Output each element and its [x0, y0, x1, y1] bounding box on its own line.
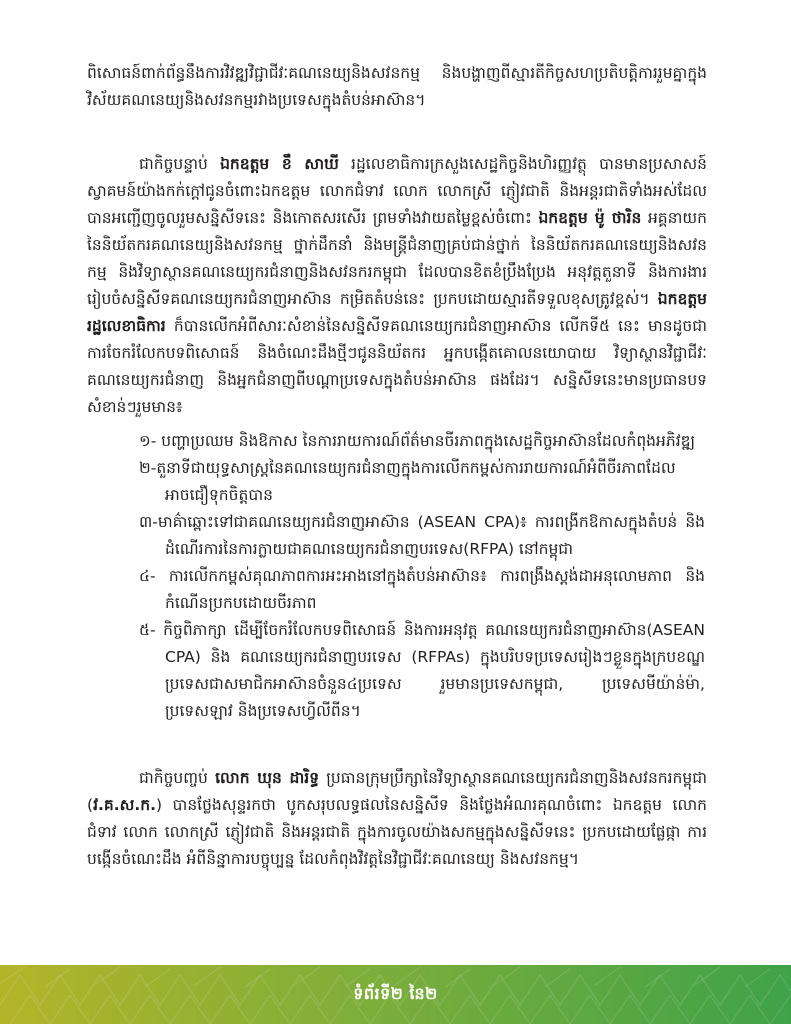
page-footer — [0, 965, 791, 1024]
list-item — [139, 428, 705, 455]
paragraph-welcome — [87, 151, 707, 421]
paragraph-closing-text-2: ប្រធានក្រុមប្រឹក្សានៃវិទ្យាស្ថានគណនេយ្យករជំនាញនិងសវនករកម្ពុជា ( — [87, 769, 707, 814]
list-item — [139, 509, 705, 563]
topic-3: ៣-មាគ៌ាឆ្ពោះទៅជាគណនេយ្យករជំនាញអាស៊ាន (ASEAN CPA)៖ ការពង្រីកឱកាសក្នុងតំបន់ និងដំណើរការនៃការក្លាយជាគណនេយ្យករជំនាញបរទេស(RFPA) នៅកម្ពុជា — [139, 513, 705, 558]
paragraph-closing-text-1: ជាកិច្ចបញ្ចប់ — [139, 769, 216, 787]
paragraph-welcome-text-2: រដ្ឋលេខាធិការក្រសួងសេដ្ឋកិច្ចនិងហិរញ្ញវត្ថុ បានមានប្រសាសន៍ស្វាគមន៍យ៉ាងកក់ក្តៅជូនចំពោះឯកឧត្តម លោកជំទាវ លោក លោកស្រី ភ្ញៀវជាតិ និងអន្តរជាតិទាំងអស់ដែលបានអញ្ជើញចូលរួមសន្និសីទនេះ និងកោតសរសើរ ព្រមទាំងវាយតម្លៃខ្ពស់ចំពោះ — [87, 155, 707, 227]
page-number: ទំព័រទី២ នៃ២ — [353, 984, 438, 1003]
paragraph-welcome-text-1: ជាកិច្ចបន្ទាប់ — [139, 155, 221, 173]
paragraph-closing — [87, 765, 707, 873]
topic-4: ៤- ការលើកកម្ពស់គុណភាពការអះអាងនៅក្នុងតំបន់អាស៊ាន៖ ការពង្រឹងស្តង់ដាអនុលោមភាព និងកំណើនប្រកបដោយចីរភាព — [139, 567, 705, 612]
honoree-name-director: ឯកឧត្តម ម៉ូ ថារិន — [538, 209, 642, 227]
topic-1: ១- បញ្ហាប្រឈម និងឱកាស នៃការរាយការណ៍ព័ត៌មានចីរភាពក្នុងសេដ្ឋកិច្ចអាស៊ានដែលកំពុងអភិវឌ្ឍ — [139, 432, 696, 450]
topic-5: ៥- កិច្ចពិភាក្សា ដើម្បីចែករំលែកបទពិសោធន៍ និងការអនុវត្ត គណនេយ្យករជំនាញអាស៊ាន(ASEAN CPA) និង គណនេយ្យករជំនាញបរទេស (RFPAs) ក្នុងបរិបទប្រទេសរៀងៗខ្លួនក្នុងក្របខណ្ឌប្រទេសជាសមាជិកអាស៊ានចំនួន៤ប្រទេស រួមមានប្រទេសកម្ពុជា, ប្រទេសមីយ៉ាន់ម៉ា, ប្រទេសឡាវ និងប្រទេសហ្វីលីពីន។ — [139, 621, 705, 720]
paragraph-welcome-text-4: ក៏បានលើកអំពីសារៈសំខាន់នៃសន្និសីទគណនេយ្យករជំនាញអាស៊ាន លើកទី៥ នេះ មានដូចជា ការចែករំលែកបទពិសោធន៍ និងចំណេះដឹងថ្មីៗជូននិយ័តករ អ្នកបង្កើតគោលនយោបាយ វិទ្យាស្ថានវិជ្ជាជីវៈ គណនេយ្យករជំនាញ និងអ្នកជំនាញពីបណ្តាប្រទេសក្នុងតំបន់អាស៊ាន ផងដែរ។ សន្និសីទនេះមានប្រធានបទសំខាន់ៗរួមមាន៖ — [87, 317, 707, 416]
list-item — [139, 563, 705, 617]
list-item — [139, 617, 705, 725]
institute-abbreviation: វ.គ.ស.ក. — [93, 796, 156, 814]
topic-2: ២-តួនាទីជាយុទ្ធសាស្ត្រនៃគណនេយ្យករជំនាញក្នុងការលើកកម្ពស់ការរាយការណ៍អំពីចីរភាពដែលអាចជឿទុកចិត្តបាន — [139, 459, 676, 504]
paragraph-intro: ពិសោធន៍ពាក់ព័ន្ធនឹងការវិវឌ្ឍវិជ្ជាជីវៈគណនេយ្យនិងសវនកម្ម និងបង្ហាញពីស្មារតីកិច្ចសហប្រតិបត្តិការរួមគ្នាក្នុងវិស័យគណនេយ្យនិងសវនកម្មរវាងប្រទេសក្នុងតំបន់អាស៊ាន។ — [87, 64, 707, 109]
secretary-title: ឯកឧត្តមរដ្ឋលេខាធិការ — [87, 290, 707, 335]
topics-list — [139, 428, 705, 725]
speaker-name-secretary: ឯកឧត្តម ខឹ សាឃី — [220, 155, 339, 173]
paragraph-closing-text-3: ) បានថ្លែងសុន្ទរកថា បូកសរុបលទ្ធផលនៃសន្និសីទ និងថ្លែងអំណរគុណចំពោះ ឯកឧត្តម លោកជំទាវ លោក លោកស្រី ភ្ញៀវជាតិ និងអន្តរជាតិ ក្នុងការចូលយ៉ាងសកម្មក្នុងសន្និសីទនេះ ប្រកបដោយផ្លែផ្កា ការបង្កើនចំណេះដឹង អំពីនិន្នាការបច្ចុប្បន្ន ដែលកំពុងវិវត្តនៃវិជ្ជាជីវៈគណនេយ្យ និងសវនកម្ម។ — [87, 796, 707, 868]
paragraph-welcome-text-3: អគ្គនាយកនៃនិយ័តករគណនេយ្យនិងសវនកម្ម ថ្នាក់ដឹកនាំ និងមន្ត្រីជំនាញគ្រប់ជាន់ថ្នាក់ នៃនិយ័តករគណនេយ្យនិងសវនកម្ម និងវិទ្យាស្ថានគណនេយ្យករជំនាញនិងសវនករកម្ពុជា ដែលបានខិតខំប្រឹងប្រែង អនុវត្តតួនាទី និងការងាររៀបចំសន្និសីទគណនេយ្យករជំនាញអាស៊ាន កម្រិតតំបន់នេះ ប្រកបដោយស្មារតីទទួលខុសត្រូវខ្ពស់។ — [87, 209, 707, 308]
list-item — [139, 455, 705, 509]
speaker-name-president: លោក ឃុន ដារិទ្ធ — [215, 769, 320, 787]
